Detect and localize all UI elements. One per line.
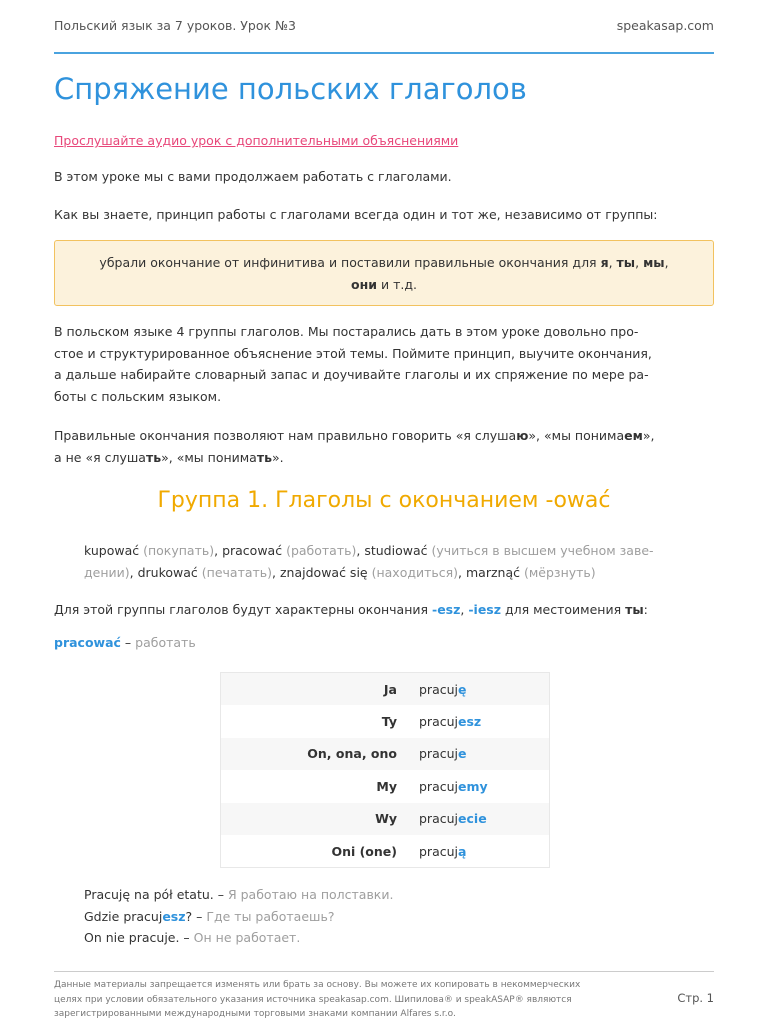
sep: , xyxy=(129,564,138,580)
stem: pracuj xyxy=(419,746,459,762)
notice-line: зарегистрированными международными торговыми знаками компании Alfares s.r.o. xyxy=(54,1009,456,1019)
text: Для этой группы глаголов будут характерны окончания xyxy=(54,602,433,617)
sentence-3 xyxy=(84,927,714,949)
ending: ecie xyxy=(458,811,487,827)
ending: ę xyxy=(458,681,467,697)
note-pronoun: мы xyxy=(643,255,665,270)
text: Правильные окончания позволяют нам правильно говорить «я слуша xyxy=(54,428,517,443)
note-sep: , xyxy=(635,255,644,270)
pronoun-cell: Ty xyxy=(381,714,397,730)
highlight-note xyxy=(54,240,714,306)
sep: , xyxy=(458,564,466,580)
example-verbs xyxy=(84,540,714,583)
note-text: и т.д. xyxy=(377,277,417,292)
stem: pracuj xyxy=(419,811,459,827)
verb-word: pracować xyxy=(54,635,121,650)
russian-translation: Он не работает. xyxy=(193,930,301,945)
ending: esz xyxy=(458,714,482,730)
intro-paragraph-2: Как вы знаете, принцип работы с глаголами всегда один и тот же, независимо от группы: xyxy=(54,207,658,222)
sep: , xyxy=(356,543,365,558)
text: , xyxy=(460,602,469,617)
polish-sentence: Pracuję na pół etatu. – xyxy=(84,887,228,902)
text: », «мы понима xyxy=(161,449,257,465)
stem: pracuj xyxy=(419,778,459,794)
verb-translation: дении) xyxy=(84,564,130,580)
ending: emy xyxy=(458,778,488,794)
form-cell xyxy=(411,835,550,868)
paragraph-line xyxy=(54,447,714,469)
ending: ą xyxy=(458,843,467,859)
note-text: убрали окончание от инфинитива и поставили правильные окончания для xyxy=(99,255,601,270)
verb-word: studiować xyxy=(364,543,428,558)
verb-word: drukować xyxy=(137,564,198,580)
table-row xyxy=(221,705,550,737)
example-sentences xyxy=(84,884,714,949)
paragraph-line: боты с польским языком. xyxy=(54,388,222,404)
pronoun: ты xyxy=(625,602,644,617)
table-row xyxy=(221,738,550,770)
verb-word: marznąć xyxy=(466,564,520,580)
table-row xyxy=(221,835,550,868)
table-row xyxy=(221,770,550,802)
verb-word: znajdować się xyxy=(280,564,368,580)
endings-paragraph xyxy=(54,425,714,468)
note-sep: , xyxy=(608,255,617,270)
paragraph-line: В польском языке 4 группы глаголов. Мы постарались дать в этом уроке довольно про- xyxy=(54,324,639,339)
lesson-caption: Польский язык за 7 уроков. Урок №3 xyxy=(54,18,296,33)
verb-translation: (покупать) xyxy=(143,543,215,558)
ending-highlight: esz xyxy=(162,908,186,924)
intro-paragraph-1: В этом уроке мы с вами продолжаем работать с глаголами. xyxy=(54,169,452,184)
text: а не «я слуша xyxy=(54,449,146,465)
ending-highlight: -iesz xyxy=(468,602,502,617)
bold-ending: ть xyxy=(145,449,162,465)
verb-translation: (работать) xyxy=(286,543,357,558)
dash: – xyxy=(120,635,136,650)
verb-translation: (учиться в высшем учебном заве- xyxy=(431,543,654,558)
note-line-1 xyxy=(55,252,713,274)
verb-word: pracować xyxy=(222,543,283,558)
note-line-2 xyxy=(55,274,713,296)
site-name[interactable]: speakasap.com xyxy=(616,18,714,33)
sep: , xyxy=(214,543,223,558)
pronoun-cell: Ja xyxy=(383,681,397,697)
sep: , xyxy=(272,564,280,580)
polish-sentence: Gdzie pracuj xyxy=(84,908,163,924)
pronoun-cell: Oni (one) xyxy=(331,843,397,859)
verb-translation: (печатать) xyxy=(201,564,273,580)
verb-translation: (находиться) xyxy=(371,564,459,580)
pronoun-cell: On, ona, ono xyxy=(307,746,397,762)
group-1-heading: Группа 1. Глаголы с окончанием -ować xyxy=(157,488,611,513)
note-sep: , xyxy=(664,255,669,270)
stem: pracuj xyxy=(419,681,459,697)
text: », «мы понима xyxy=(528,428,625,443)
text: ». xyxy=(272,449,284,465)
ending: e xyxy=(458,746,467,762)
polish-sentence: On nie pracuje. – xyxy=(84,930,194,945)
verb-word: kupować xyxy=(84,543,140,558)
polish-sentence: ? – xyxy=(185,908,207,924)
notice-line: целях при условии обязательного указания источника speakasap.com. Шипилова® и speakASAP® являются xyxy=(54,994,572,1005)
verb-translation: (мёрзнуть) xyxy=(523,564,596,580)
form-cell xyxy=(411,705,550,737)
conjugation-table xyxy=(220,672,550,868)
text: для местоимения xyxy=(501,602,626,617)
note-pronoun: я xyxy=(600,255,609,270)
paragraph-line: стое и структурированное объяснение этой темы. Поймите принцип, выучите окончания, xyxy=(54,345,652,361)
paragraph-line xyxy=(54,425,714,447)
pronoun-cell: Wy xyxy=(375,811,397,827)
text: », xyxy=(642,428,655,443)
form-cell xyxy=(411,673,550,706)
bold-ending: ть xyxy=(256,449,273,465)
ending-highlight: -esz xyxy=(432,602,461,617)
bold-ending: ю xyxy=(516,428,529,443)
stem: pracuj xyxy=(419,843,459,859)
sentence-2 xyxy=(84,906,714,928)
table-row xyxy=(221,673,550,706)
stem: pracuj xyxy=(419,714,459,730)
verb-heading xyxy=(54,635,196,650)
endings-line xyxy=(54,599,714,621)
page-footer xyxy=(54,971,714,1019)
table-row xyxy=(221,803,550,835)
russian-translation: Я работаю на полставки. xyxy=(227,887,394,902)
form-cell xyxy=(411,803,550,835)
pronoun-cell: My xyxy=(376,778,397,794)
groups-paragraph xyxy=(54,321,714,407)
text: : xyxy=(643,602,648,617)
form-cell xyxy=(411,738,550,770)
page-number: Стр. 1 xyxy=(677,991,714,1005)
bold-ending: ем xyxy=(624,428,643,443)
form-cell xyxy=(411,770,550,802)
notice-line: Данные материалы запрещается изменять или брать за основу. Вы можете их копировать в некоммерческих xyxy=(54,980,581,990)
page-header xyxy=(54,16,714,54)
note-pronoun: они xyxy=(351,277,378,292)
sentence-1 xyxy=(84,884,714,906)
audio-lesson-link[interactable]: Прослушайте аудио урок с дополнительными объяснениями xyxy=(54,133,459,148)
example-line-1 xyxy=(84,540,714,562)
note-pronoun: ты xyxy=(616,255,636,270)
verb-translation: работать xyxy=(135,635,196,650)
paragraph-line: а дальше набирайте словарный запас и доучивайте глаголы и их спряжение по мере ра- xyxy=(54,367,649,382)
page-title: Спряжение польских глаголов xyxy=(54,72,527,106)
copyright-notice xyxy=(54,978,634,1022)
example-line-2 xyxy=(84,562,714,584)
russian-translation: Где ты работаешь? xyxy=(206,908,335,924)
